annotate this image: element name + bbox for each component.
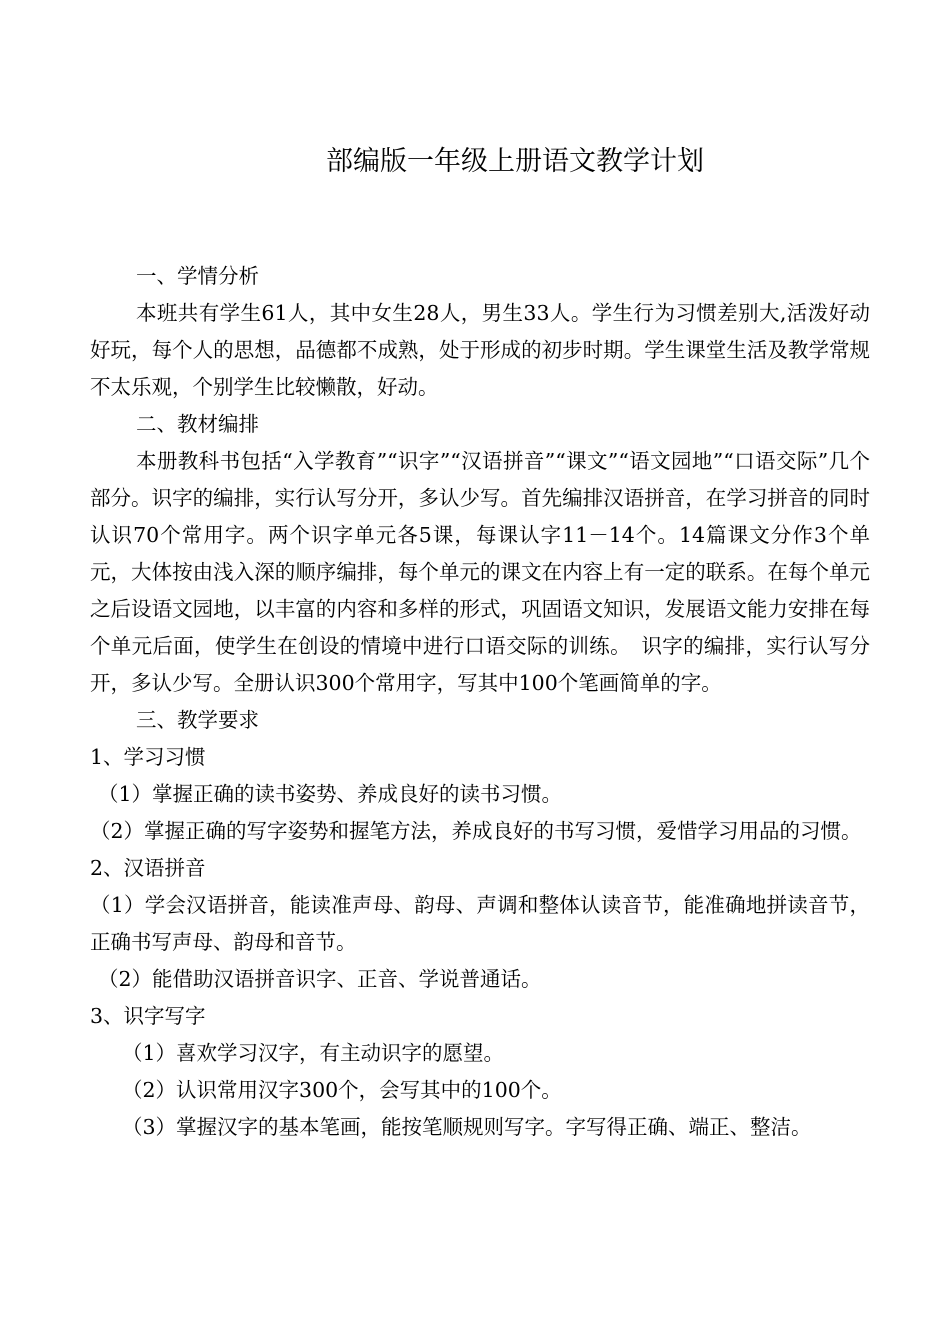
document-title: 部编版一年级上册语文教学计划 bbox=[326, 146, 704, 177]
section-heading-student-analysis: 一、学情分析 bbox=[136, 264, 259, 288]
list-item-study-habits-2: （2）掌握正确的写字姿势和握笔方法，养成良好的书写习惯，爱惜学习用品的习惯。 bbox=[90, 819, 862, 843]
paragraph-textbook-layout: 本册教科书包括“入学教育”“识字”“汉语拼音”“课文”“语文园地”“口语交际”几个部分。识字的编排，实行认写分开，多认少写。首先编排汉语拼音，在学习拼音的同时认识70个常用字。两个识字单元各5课，每课认字11－14个。14篇课文分作3个单元，大体按由浅入深的顺序编排，每个单元的课文在内容上有一定的联系。在每个单元之后设语文园地，以丰富的内容和多样的形式，巩固语文知识，发展语文能力安排在每个单元后面，使学生在创设的情境中进行口语交际的训练。 识字的编排，实行认写分开，多认少写。全册认识300个常用字，写其中100个笔画简单的字。 bbox=[90, 449, 870, 695]
list-item-literacy-3: （3）掌握汉字的基本笔画，能按笔顺规则写字。字写得正确、端正、整洁。 bbox=[122, 1115, 812, 1139]
subheading-study-habits: 1、学习习惯 bbox=[90, 745, 206, 769]
list-item-study-habits-1: （1）掌握正确的读书姿势、养成良好的读书习惯。 bbox=[98, 782, 563, 806]
list-item-pinyin-1: （1）学会汉语拼音，能读准声母、韵母、声调和整体认读音节，能准确地拼读音节，正确书写声母、韵母和音节。 bbox=[90, 893, 870, 954]
section-heading-textbook-layout: 二、教材编排 bbox=[136, 412, 259, 436]
document-body bbox=[90, 258, 870, 1146]
list-item-literacy-1: （1）喜欢学习汉字，有主动识字的愿望。 bbox=[122, 1041, 505, 1065]
paragraph-student-analysis: 本班共有学生61人，其中女生28人，男生33人。学生行为习惯差别大,活泼好动好玩，每个人的思想，品德都不成熟，处于形成的初步时期。学生课堂生活及教学常规不太乐观，个别学生比较懒散，好动。 bbox=[90, 301, 870, 399]
subheading-literacy-writing: 3、识字写字 bbox=[90, 1004, 206, 1028]
section-heading-teaching-requirements: 三、教学要求 bbox=[136, 708, 259, 732]
list-item-literacy-2: （2）认识常用汉字300个，会写其中的100个。 bbox=[122, 1078, 562, 1102]
subheading-pinyin: 2、汉语拼音 bbox=[90, 856, 206, 880]
list-item-pinyin-2: （2）能借助汉语拼音识字、正音、学说普通话。 bbox=[98, 967, 542, 991]
